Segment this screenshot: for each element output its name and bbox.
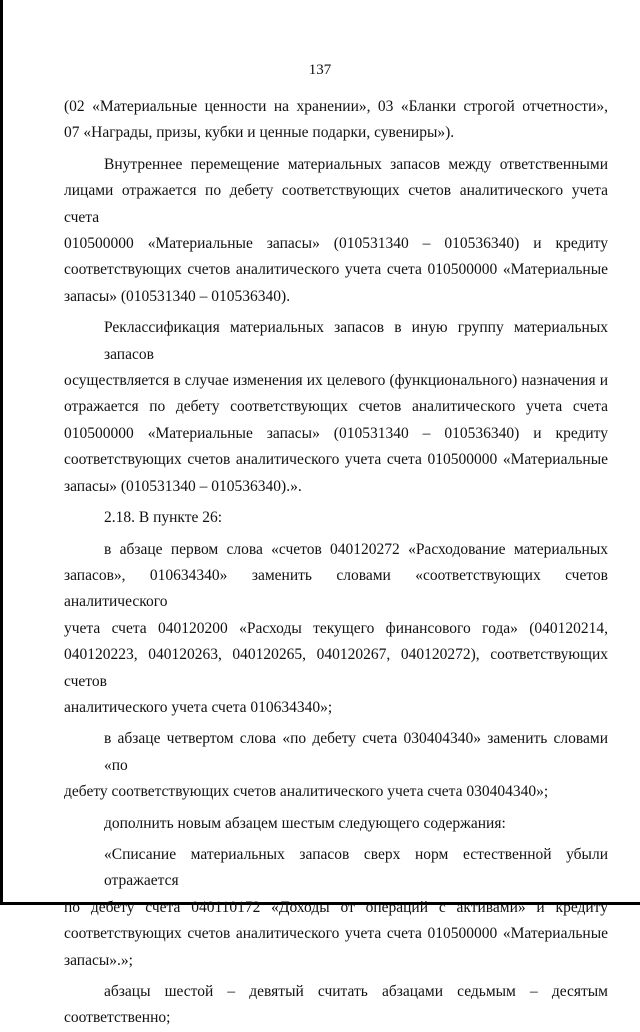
text-line: в абзаце четвертом слова «по дебету счета 030404340» заменить словами «по — [104, 730, 608, 774]
text-line: осуществляется в случае изменения их целевого (функционального) назначения и — [64, 372, 608, 390]
text-line: (02 «Материальные ценности на хранении», 03 «Бланки строгой отчетности», — [64, 98, 608, 115]
text-line: 2.18. В пункте 26: — [104, 509, 223, 527]
paragraph — [64, 842, 608, 974]
text-line: 040120223, 040120263, 040120265, 040120267, 040120272), соответствующих счетов — [64, 646, 608, 690]
text-line: 010500000 «Материальные запасы» (010531340 – 010536340) и кредиту — [64, 235, 608, 253]
text-line: Реклассификация материальных запасов в иную группу материальных запасов — [104, 319, 608, 363]
paragraph — [64, 537, 608, 722]
text-line: соответствующих счетов аналитического учета счета 010500000 «Материальные — [64, 925, 608, 943]
text-line: дебету соответствующих счетов аналитического учета счета 030404340»; — [64, 783, 549, 801]
text-line: абзацы шестой – девятый считать абзацами седьмым – десятым — [104, 983, 608, 1000]
text-line: соответственно; — [64, 1009, 171, 1027]
text-line: аналитического учета счета 010634340»; — [64, 698, 333, 716]
text-line: запасы» (010531340 – 010536340). — [64, 287, 291, 305]
text-line: лицами отражается по дебету соответствующих счетов аналитического учета счета — [64, 182, 608, 226]
text-line: учета счета 040120200 «Расходы текущего финансового года» (040120214, — [64, 619, 608, 637]
document-body — [64, 94, 608, 1032]
paragraph — [64, 726, 608, 805]
text-line: дополнить новым абзацем шестым следующего содержания: — [104, 814, 506, 832]
text-line: соответствующих счетов аналитического учета счета 010500000 «Материальные — [64, 451, 608, 469]
paragraph — [64, 811, 608, 837]
text-line: 010500000 «Материальные запасы» (010531340 – 010536340) и кредиту — [64, 424, 608, 442]
text-line: соответствующих счетов аналитического учета счета 010500000 «Материальные — [64, 261, 608, 279]
text-line: отражается по дебету соответствующих счетов аналитического учета счета — [64, 398, 608, 416]
paragraph — [64, 505, 608, 531]
paragraph — [64, 979, 608, 1032]
text-line: запасы».»; — [64, 951, 133, 969]
text-line: запасов», 010634340» заменить словами «соответствующих счетов аналитического — [64, 566, 608, 611]
paragraph — [64, 94, 608, 147]
paragraph — [64, 152, 608, 310]
paragraph — [64, 315, 608, 500]
text-line: «Списание материальных запасов сверх норм естественной убыли отражается — [104, 845, 608, 890]
text-line: запасы» (010531340 – 010536340).». — [64, 477, 302, 495]
text-line: по дебету счета 040110172 «Доходы от операций с активами» и кредиту — [64, 898, 608, 916]
text-line: в абзаце первом слова «счетов 040120272 «Расходование материальных — [104, 540, 608, 558]
scan-edge-left — [0, 0, 3, 905]
text-line: Внутреннее перемещение материальных запасов между ответственными — [104, 155, 608, 173]
page-number: 137 — [308, 62, 332, 78]
text-line: 07 «Награды, призы, кубки и ценные подарки, сувениры»). — [64, 124, 455, 142]
